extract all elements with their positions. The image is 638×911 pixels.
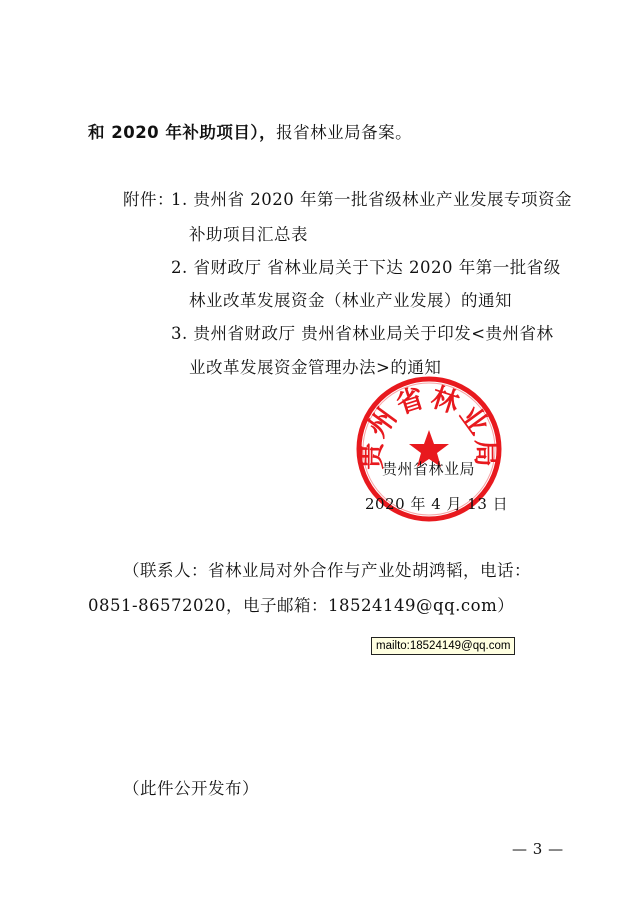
attachment-label: 附件： bbox=[123, 190, 174, 209]
page-number: — 3 — bbox=[512, 840, 564, 858]
attachment-1-line2: 补助项目汇总表 bbox=[189, 225, 308, 244]
attachment-2-line1: 2. 省财政厅 省林业局关于下达 2020 年第一批省级 bbox=[171, 258, 561, 277]
intro-line bbox=[88, 122, 412, 144]
contact-line2-text[interactable]: 0851-86572020，电子邮箱：18524149@qq.com） bbox=[88, 596, 515, 615]
seal-text: 贵州省林业局 bbox=[356, 381, 502, 470]
intro-rest: 报省林业局备案。 bbox=[276, 123, 413, 142]
contact-line2 bbox=[88, 595, 514, 617]
attachment-3-line2: 业改革发展资金管理办法>的通知 bbox=[189, 358, 442, 377]
link-tooltip: mailto:18524149@qq.com bbox=[371, 637, 515, 655]
publish-note: （此件公开发布） bbox=[123, 779, 259, 798]
attachment-1-line1: 1. 贵州省 2020 年第一批省级林业产业发展专项资金 bbox=[171, 190, 572, 209]
signature-org: 贵州省林业局 bbox=[382, 460, 476, 478]
signature-date: 2020 年 4 月 13 日 bbox=[365, 495, 509, 513]
attachment-3-line1: 3. 贵州省财政厅 贵州省林业局关于印发<贵州省林 bbox=[171, 324, 554, 343]
attachment-2-line2: 林业改革发展资金（林业产业发展）的通知 bbox=[189, 291, 512, 310]
intro-bold: 和 2020 年补助项目）， bbox=[88, 123, 277, 142]
contact-line1: （联系人：省林业局对外合作与产业处胡鸿韬，电话： bbox=[123, 561, 531, 580]
